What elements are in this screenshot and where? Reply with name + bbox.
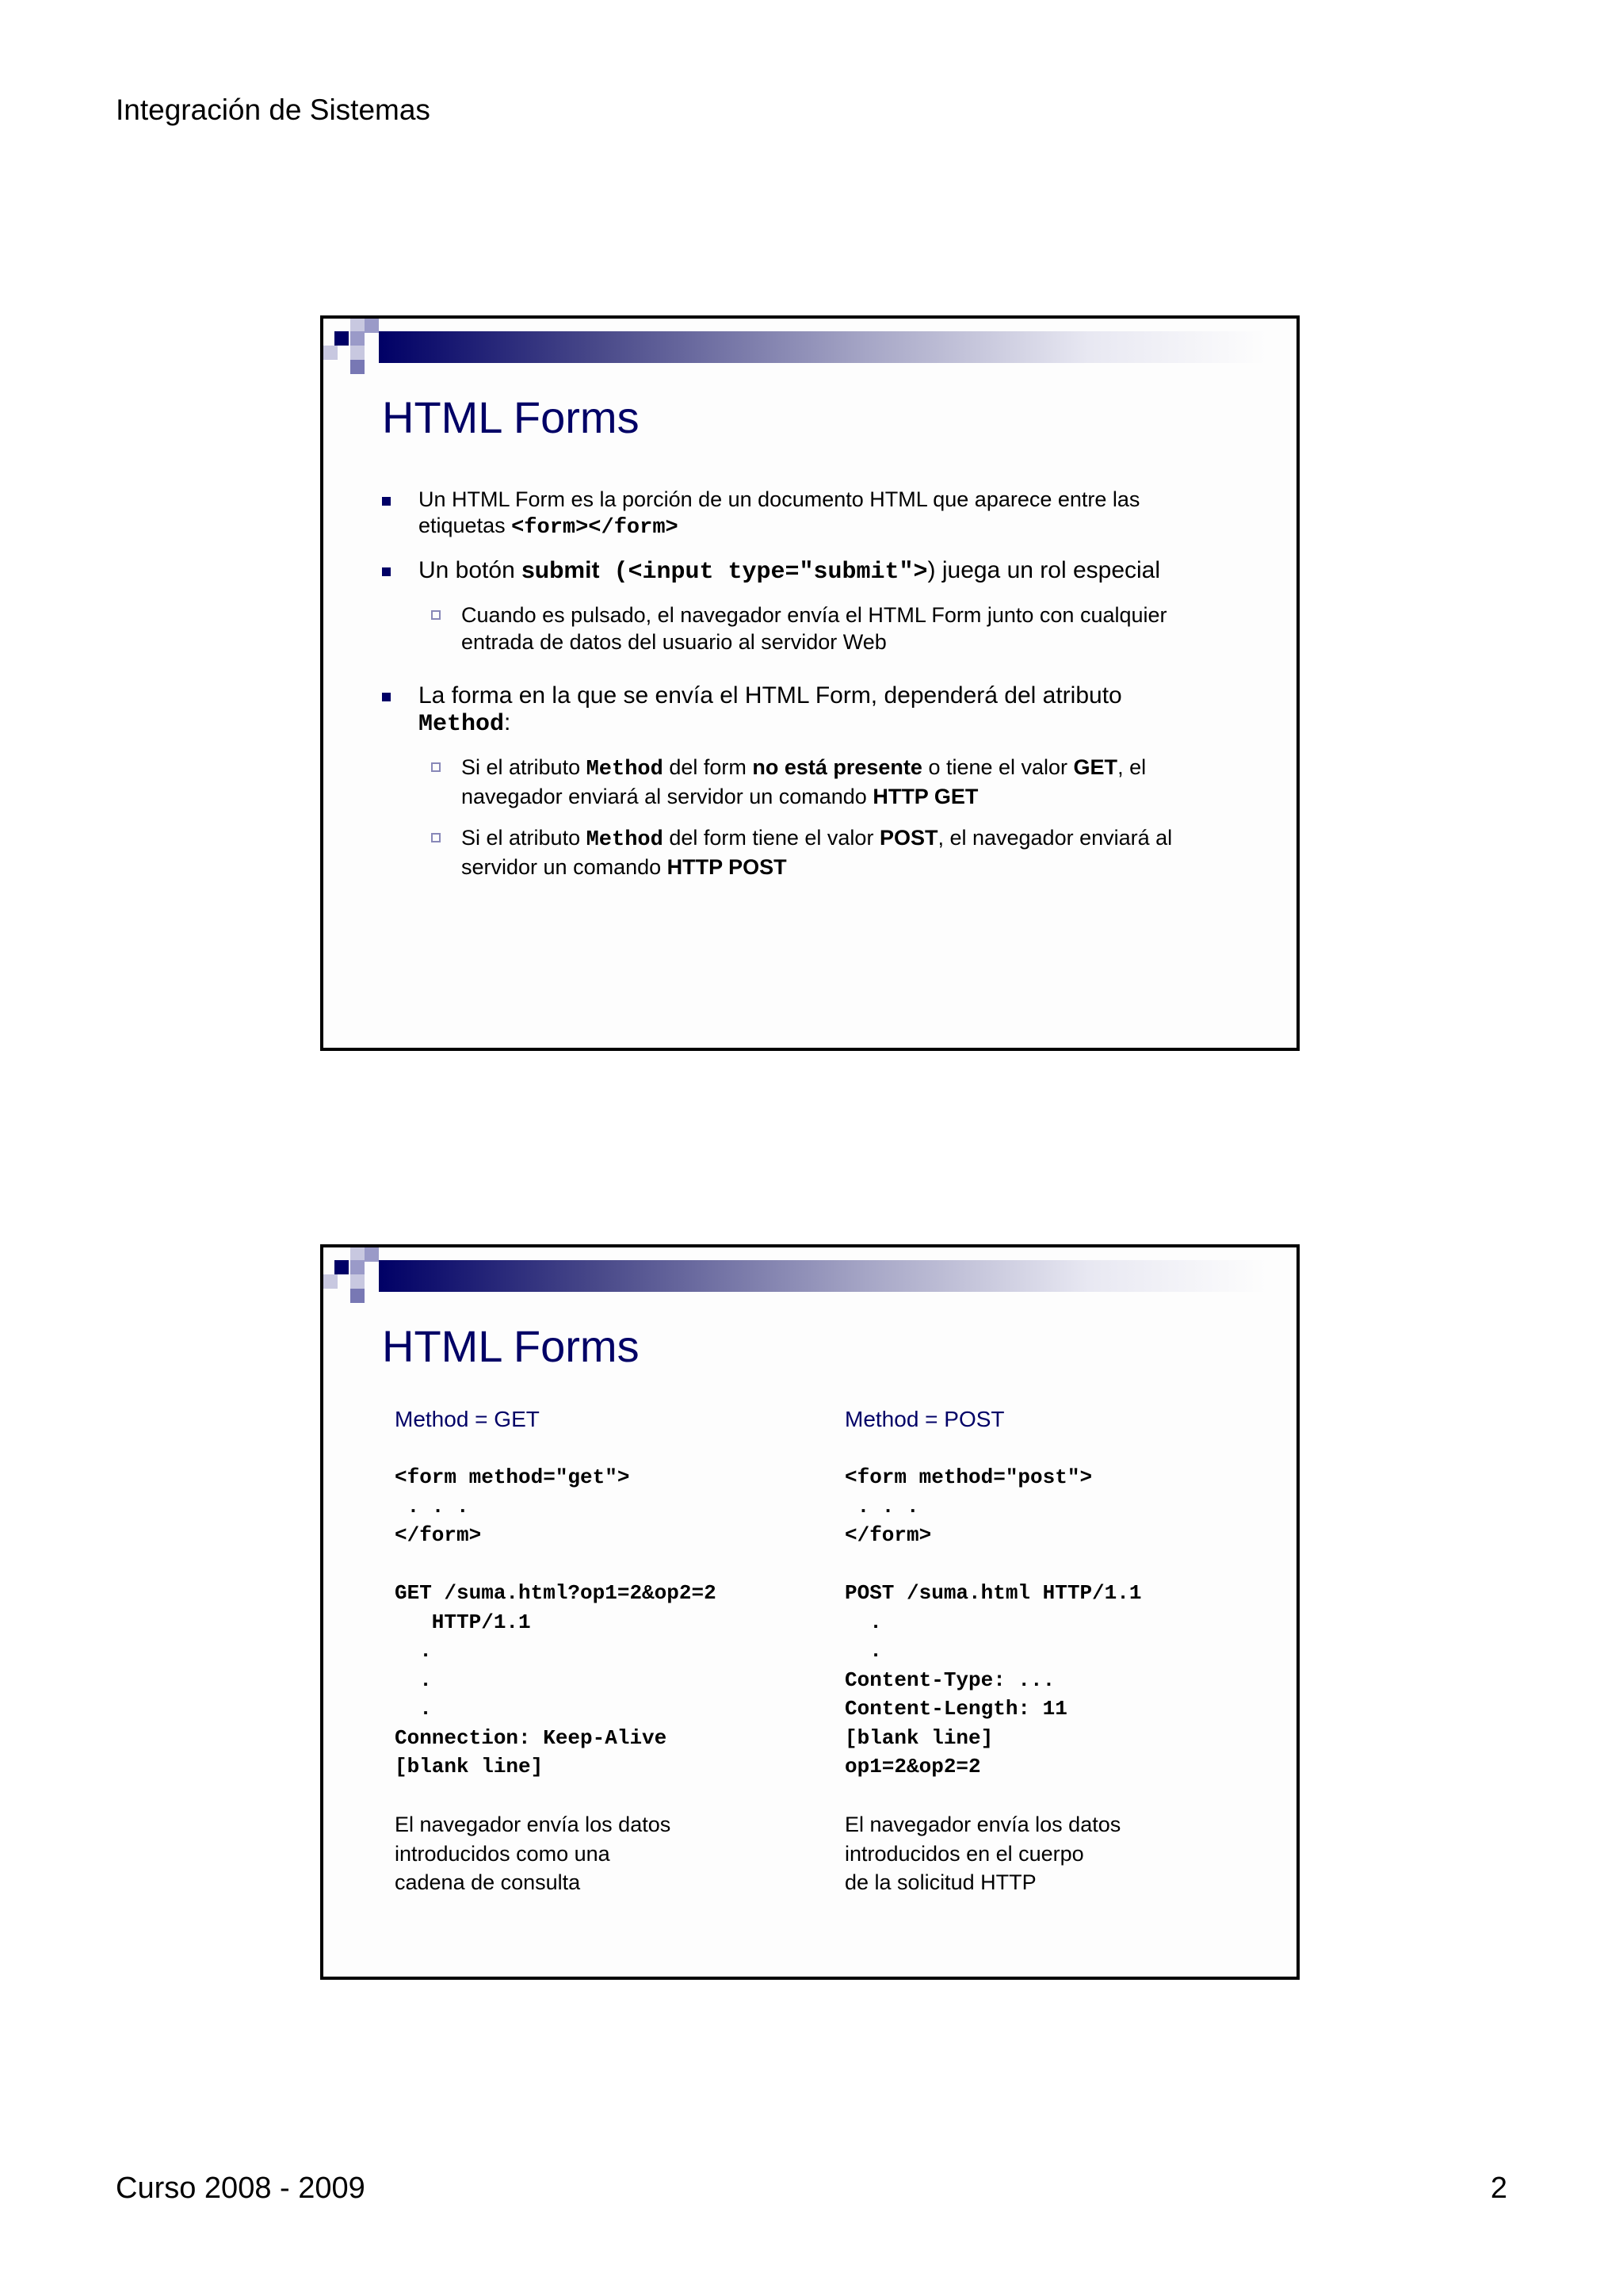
code-line: Connection: Keep-Alive bbox=[395, 1725, 667, 1750]
hollow-square-bullet-icon bbox=[431, 610, 441, 620]
column-heading: Method = POST bbox=[845, 1407, 1005, 1431]
code-line: . bbox=[395, 1697, 432, 1721]
sub-bullet-item: Si el atributo Method del form tiene el valor POST, el navegador enviará al servidor un comando HTTP POST bbox=[382, 824, 1230, 881]
code-line: Content-Length: 11 bbox=[845, 1697, 1067, 1721]
hollow-square-bullet-icon bbox=[431, 833, 441, 842]
slide-1 bbox=[320, 315, 1300, 1051]
page-header-title: Integración de Sistemas bbox=[116, 94, 430, 126]
note-line: introducidos en el cuerpo bbox=[845, 1841, 1084, 1866]
bullet-item: Un HTML Form es la porción de un documento HTML que aparece entre las etiquetas <form></form> bbox=[382, 487, 1230, 541]
note-line: cadena de consulta bbox=[395, 1870, 581, 1894]
note-line: El navegador envía los datos bbox=[395, 1813, 671, 1836]
code-line: Content-Type: ... bbox=[845, 1668, 1056, 1692]
slide-title: HTML Forms bbox=[382, 392, 640, 442]
footer-course: Curso 2008 - 2009 bbox=[116, 2172, 365, 2205]
note-line: El navegador envía los datos bbox=[845, 1813, 1121, 1836]
square-bullet-icon bbox=[382, 497, 391, 506]
square-bullet-icon bbox=[382, 693, 391, 701]
code-line: </form> bbox=[845, 1523, 932, 1547]
code-line: [blank line] bbox=[395, 1755, 544, 1778]
code-line: </form> bbox=[395, 1523, 482, 1547]
column-heading: Method = GET bbox=[395, 1407, 540, 1431]
note-line: introducidos como una bbox=[395, 1841, 610, 1866]
code-line: HTTP/1.1 bbox=[395, 1610, 531, 1634]
sub-bullet-item: Si el atributo Method del form no está presente o tiene el valor GET, el navegador enviará al servidor un comando HTTP GET bbox=[382, 754, 1230, 810]
code-line: op1=2&op2=2 bbox=[845, 1755, 981, 1778]
bullet-item: La forma en la que se envía el HTML Form, dependerá del atributo Method: bbox=[382, 682, 1230, 738]
page-number: 2 bbox=[1490, 2172, 1507, 2205]
get-column bbox=[395, 1406, 807, 1897]
code-line: <form method="get"> bbox=[395, 1465, 630, 1489]
code-line: GET /suma.html?op1=2&op2=2 bbox=[395, 1581, 716, 1605]
hollow-square-bullet-icon bbox=[431, 762, 441, 772]
code-line: POST /suma.html HTTP/1.1 bbox=[845, 1581, 1142, 1605]
code-line: . . . bbox=[845, 1494, 919, 1519]
code-line: [blank line] bbox=[845, 1725, 994, 1750]
sub-bullet-item: Cuando es pulsado, el navegador envía el HTML Form junto con cualquier entrada de datos del usuario al servidor Web bbox=[382, 602, 1230, 655]
post-column bbox=[845, 1406, 1257, 1897]
code-line: . bbox=[845, 1610, 882, 1634]
code-line: <form method="post"> bbox=[845, 1465, 1093, 1489]
bullet-item: Un botón submit (<input type="submit">) juega un rol especial bbox=[382, 557, 1230, 586]
slide-title: HTML Forms bbox=[382, 1321, 640, 1371]
code-line: . bbox=[395, 1639, 432, 1663]
title-gradient-bar bbox=[379, 331, 1266, 363]
bullet-list bbox=[382, 487, 1230, 895]
slide-2 bbox=[320, 1244, 1300, 1980]
code-line: . bbox=[395, 1668, 432, 1692]
code-line: . . . bbox=[395, 1494, 469, 1519]
square-bullet-icon bbox=[382, 567, 391, 576]
note-line: de la solicitud HTTP bbox=[845, 1870, 1037, 1894]
code-line: . bbox=[845, 1639, 882, 1663]
title-gradient-bar bbox=[379, 1260, 1266, 1292]
